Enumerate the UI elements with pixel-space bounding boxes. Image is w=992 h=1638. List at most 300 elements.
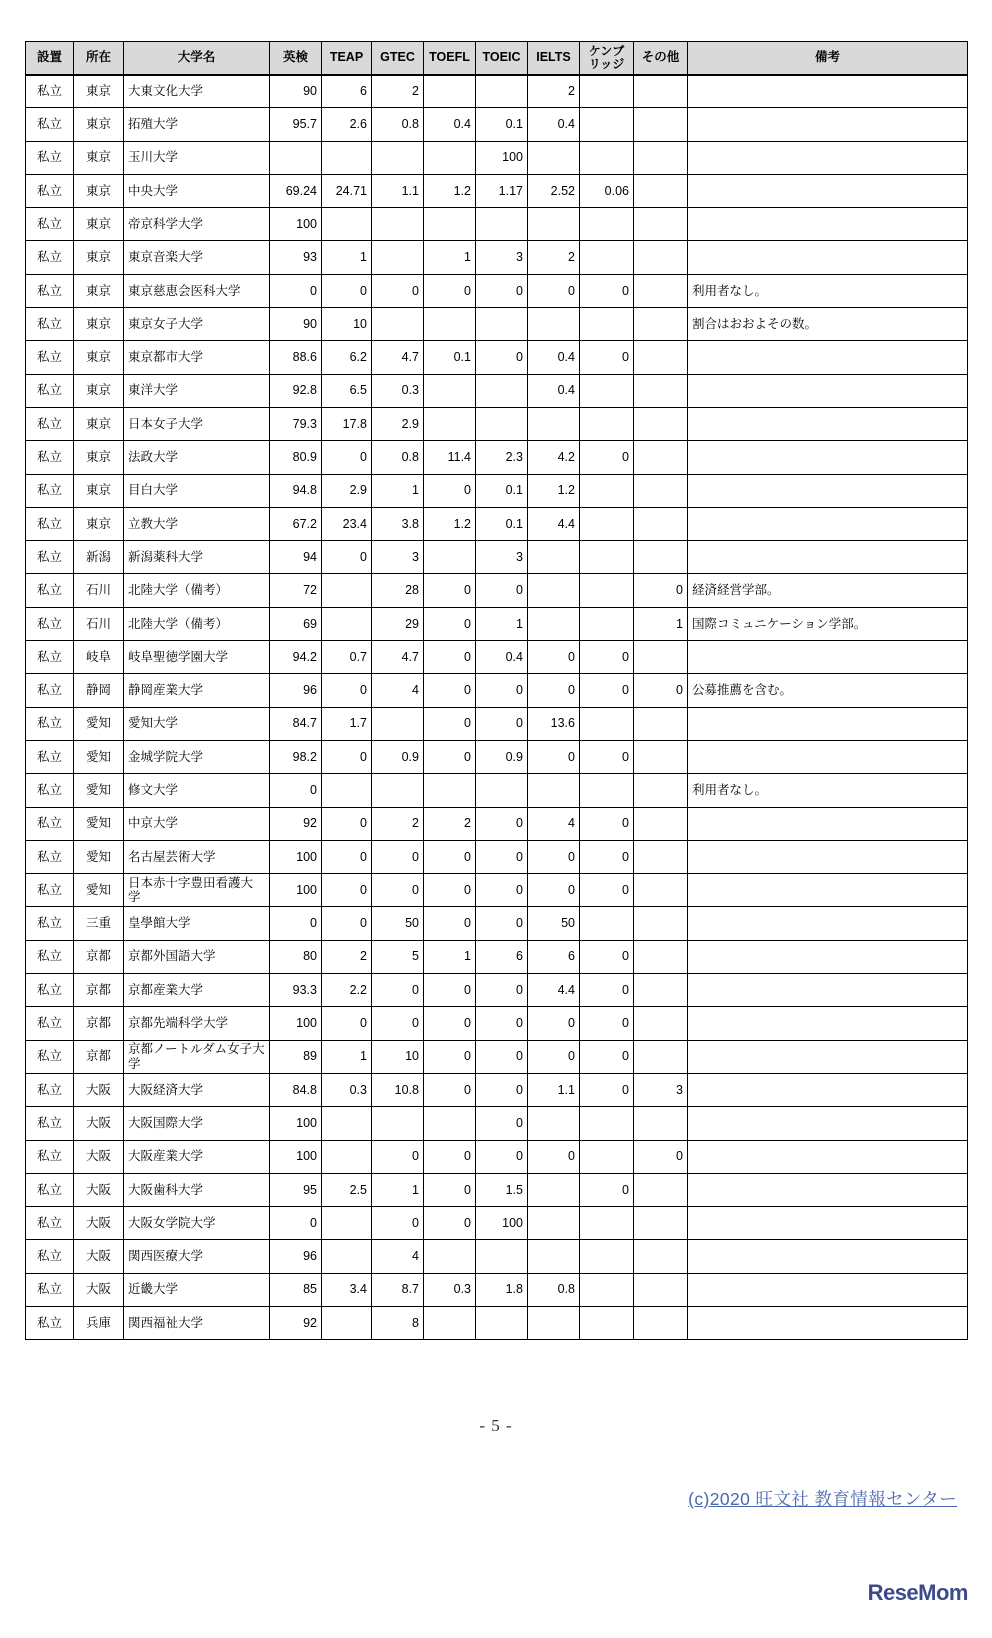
table-row <box>26 907 968 940</box>
cell-gtec: 0 <box>372 840 424 873</box>
table-row <box>26 174 968 207</box>
cell-toeic: 1.5 <box>476 1173 528 1206</box>
cell-prefecture: 東京 <box>74 274 124 307</box>
cell-gtec: 10 <box>372 1040 424 1073</box>
cell-prefecture: 東京 <box>74 75 124 108</box>
cell-teap: 3.4 <box>322 1273 372 1306</box>
cell-note <box>688 1173 968 1206</box>
column-header-teap: TEAP <box>322 42 372 75</box>
cell-ielts: 50 <box>528 907 580 940</box>
cell-university: 関西医療大学 <box>124 1240 270 1273</box>
cell-note <box>688 1207 968 1240</box>
brand-text: ReseMom <box>867 1580 968 1605</box>
cell-cambridge: 0 <box>580 674 634 707</box>
cell-prefecture: 石川 <box>74 607 124 640</box>
cell-cambridge <box>580 907 634 940</box>
cell-toeic: 0 <box>476 674 528 707</box>
cell-kind: 私立 <box>26 674 74 707</box>
cell-gtec: 4 <box>372 1240 424 1273</box>
cell-note <box>688 541 968 574</box>
cell-university: 金城学院大学 <box>124 740 270 773</box>
cell-kind: 私立 <box>26 641 74 674</box>
cell-university: 大阪国際大学 <box>124 1107 270 1140</box>
cell-kind: 私立 <box>26 75 74 108</box>
cell-cambridge: 0 <box>580 840 634 873</box>
cell-eiken: 93.3 <box>270 974 322 1007</box>
table-row <box>26 208 968 241</box>
cell-kind: 私立 <box>26 1273 74 1306</box>
cell-ielts: 2 <box>528 75 580 108</box>
cambridge-line1: ケンブ <box>588 43 625 58</box>
cell-eiken: 85 <box>270 1273 322 1306</box>
cell-cambridge <box>580 541 634 574</box>
cell-toefl <box>424 75 476 108</box>
cell-kind: 私立 <box>26 1007 74 1040</box>
cell-gtec <box>372 707 424 740</box>
cell-ielts <box>528 774 580 807</box>
cell-ielts: 0 <box>528 274 580 307</box>
cell-teap: 0.7 <box>322 641 372 674</box>
cell-toefl: 0 <box>424 607 476 640</box>
cell-toeic: 3 <box>476 541 528 574</box>
column-header-gtec: GTEC <box>372 42 424 75</box>
cell-gtec: 0 <box>372 1140 424 1173</box>
cell-teap <box>322 607 372 640</box>
cell-kind: 私立 <box>26 208 74 241</box>
cell-toeic: 0 <box>476 974 528 1007</box>
table-row <box>26 1007 968 1040</box>
column-header-prefecture: 所在 <box>74 42 124 75</box>
cell-kind: 私立 <box>26 341 74 374</box>
cell-gtec: 10.8 <box>372 1073 424 1106</box>
cell-university: 京都外国語大学 <box>124 940 270 973</box>
cell-prefecture: 愛知 <box>74 707 124 740</box>
cell-toefl: 0.3 <box>424 1273 476 1306</box>
cell-other <box>634 1173 688 1206</box>
table-row <box>26 75 968 108</box>
cell-other <box>634 441 688 474</box>
cell-toeic: 0 <box>476 907 528 940</box>
cell-kind: 私立 <box>26 807 74 840</box>
cell-cambridge: 0 <box>580 641 634 674</box>
cell-eiken: 0 <box>270 1207 322 1240</box>
cell-other: 0 <box>634 574 688 607</box>
cell-prefecture: 大阪 <box>74 1207 124 1240</box>
cell-note <box>688 241 968 274</box>
cell-cambridge <box>580 208 634 241</box>
cell-gtec: 28 <box>372 574 424 607</box>
cell-eiken: 94.8 <box>270 474 322 507</box>
cell-other <box>634 174 688 207</box>
cell-toeic <box>476 1306 528 1339</box>
table-row <box>26 341 968 374</box>
cell-teap: 2.5 <box>322 1173 372 1206</box>
cell-gtec: 4 <box>372 674 424 707</box>
cell-kind: 私立 <box>26 241 74 274</box>
cell-note <box>688 474 968 507</box>
cell-other <box>634 108 688 141</box>
cell-toefl: 0 <box>424 574 476 607</box>
cell-teap <box>322 1107 372 1140</box>
page-number: - 5 - <box>479 1416 513 1435</box>
table-row <box>26 108 968 141</box>
cell-kind: 私立 <box>26 1207 74 1240</box>
cell-teap: 0 <box>322 807 372 840</box>
cell-other <box>634 740 688 773</box>
cell-gtec: 1 <box>372 1173 424 1206</box>
cell-toeic: 0 <box>476 707 528 740</box>
table-row <box>26 507 968 540</box>
cell-kind: 私立 <box>26 274 74 307</box>
cell-toefl: 0 <box>424 907 476 940</box>
cell-cambridge <box>580 774 634 807</box>
cell-kind: 私立 <box>26 108 74 141</box>
cell-teap <box>322 1207 372 1240</box>
cell-toefl <box>424 1306 476 1339</box>
table-row <box>26 274 968 307</box>
cell-note <box>688 1273 968 1306</box>
cell-ielts: 4 <box>528 807 580 840</box>
cell-toefl: 0 <box>424 1073 476 1106</box>
cell-cambridge: 0 <box>580 974 634 1007</box>
cell-toeic: 0 <box>476 1107 528 1140</box>
cell-note <box>688 1007 968 1040</box>
cell-gtec: 2 <box>372 807 424 840</box>
cell-prefecture: 東京 <box>74 407 124 440</box>
cell-toefl <box>424 308 476 341</box>
cell-other <box>634 274 688 307</box>
table-row <box>26 874 968 907</box>
cell-eiken: 92.8 <box>270 374 322 407</box>
cell-gtec: 0 <box>372 274 424 307</box>
cell-prefecture: 大阪 <box>74 1173 124 1206</box>
cell-university: 東京女子大学 <box>124 308 270 341</box>
table-row <box>26 674 968 707</box>
cell-other <box>634 840 688 873</box>
cell-ielts <box>528 208 580 241</box>
cell-prefecture: 京都 <box>74 974 124 1007</box>
cell-cambridge <box>580 1107 634 1140</box>
cell-note <box>688 407 968 440</box>
cell-eiken: 69 <box>270 607 322 640</box>
cell-kind: 私立 <box>26 907 74 940</box>
cell-note: 国際コミュニケーション学部。 <box>688 607 968 640</box>
cell-note <box>688 1073 968 1106</box>
cell-kind: 私立 <box>26 974 74 1007</box>
cell-note: 利用者なし。 <box>688 274 968 307</box>
table-row <box>26 1140 968 1173</box>
cell-gtec: 2 <box>372 75 424 108</box>
cell-eiken: 0 <box>270 774 322 807</box>
cell-other <box>634 907 688 940</box>
cell-teap: 2.9 <box>322 474 372 507</box>
table-row <box>26 641 968 674</box>
cell-eiken: 94 <box>270 541 322 574</box>
cell-ielts: 0 <box>528 1140 580 1173</box>
cell-university: 東京音楽大学 <box>124 241 270 274</box>
cell-eiken: 100 <box>270 840 322 873</box>
cell-other <box>634 507 688 540</box>
cell-eiken: 92 <box>270 807 322 840</box>
cell-toefl: 0 <box>424 840 476 873</box>
cell-gtec: 4.7 <box>372 641 424 674</box>
cell-gtec <box>372 308 424 341</box>
cell-kind: 私立 <box>26 574 74 607</box>
cell-university: 北陸大学（備考） <box>124 607 270 640</box>
cell-ielts: 13.6 <box>528 707 580 740</box>
table-row <box>26 1240 968 1273</box>
table-row <box>26 241 968 274</box>
cell-teap <box>322 1240 372 1273</box>
cell-toeic: 0 <box>476 807 528 840</box>
cell-cambridge: 0 <box>580 940 634 973</box>
cell-kind: 私立 <box>26 407 74 440</box>
cell-toefl: 1.2 <box>424 174 476 207</box>
cell-teap: 0 <box>322 1007 372 1040</box>
table-row <box>26 374 968 407</box>
cell-gtec: 3.8 <box>372 507 424 540</box>
cell-ielts <box>528 1207 580 1240</box>
cell-cambridge <box>580 1273 634 1306</box>
cell-toeic <box>476 75 528 108</box>
cell-cambridge <box>580 141 634 174</box>
cell-note <box>688 1140 968 1173</box>
cell-university: 大阪歯科大学 <box>124 1173 270 1206</box>
cell-toeic <box>476 1240 528 1273</box>
cell-teap: 6.2 <box>322 341 372 374</box>
cell-toeic <box>476 407 528 440</box>
cell-ielts <box>528 1173 580 1206</box>
copyright-notice: (c)2020 旺文社 教育情報センター <box>688 1489 957 1509</box>
cell-gtec <box>372 241 424 274</box>
table-row <box>26 1173 968 1206</box>
cell-teap: 0.3 <box>322 1073 372 1106</box>
cell-toefl: 1 <box>424 940 476 973</box>
cell-note <box>688 1240 968 1273</box>
cell-ielts: 0 <box>528 840 580 873</box>
cell-toefl: 0 <box>424 1173 476 1206</box>
cell-gtec: 50 <box>372 907 424 940</box>
cell-gtec: 0.8 <box>372 441 424 474</box>
cell-cambridge <box>580 1306 634 1339</box>
cell-eiken: 88.6 <box>270 341 322 374</box>
cell-note <box>688 641 968 674</box>
cell-prefecture: 三重 <box>74 907 124 940</box>
cell-university: 京都ノートルダム女子大学 <box>124 1040 270 1073</box>
cell-teap: 0 <box>322 274 372 307</box>
column-header-ielts: IELTS <box>528 42 580 75</box>
cell-gtec: 29 <box>372 607 424 640</box>
cell-kind: 私立 <box>26 940 74 973</box>
cell-university: 大阪経済大学 <box>124 1073 270 1106</box>
cell-university: 名古屋芸術大学 <box>124 840 270 873</box>
cell-eiken: 95.7 <box>270 108 322 141</box>
cell-other <box>634 1040 688 1073</box>
cell-toeic: 0.9 <box>476 740 528 773</box>
cell-other <box>634 807 688 840</box>
cell-cambridge: 0 <box>580 874 634 907</box>
cell-cambridge: 0 <box>580 341 634 374</box>
cell-university: 中央大学 <box>124 174 270 207</box>
cell-toefl: 1.2 <box>424 507 476 540</box>
table-row <box>26 707 968 740</box>
cell-eiken: 89 <box>270 1040 322 1073</box>
table-body <box>26 75 968 1340</box>
cell-prefecture: 大阪 <box>74 1273 124 1306</box>
cell-kind: 私立 <box>26 1140 74 1173</box>
column-header-kind: 設置 <box>26 42 74 75</box>
cell-university: 静岡産業大学 <box>124 674 270 707</box>
cell-note <box>688 208 968 241</box>
cell-kind: 私立 <box>26 774 74 807</box>
cell-toeic: 0.1 <box>476 474 528 507</box>
cell-toefl: 0 <box>424 641 476 674</box>
cell-ielts: 0 <box>528 874 580 907</box>
cell-prefecture: 石川 <box>74 574 124 607</box>
cell-toefl <box>424 407 476 440</box>
cell-gtec <box>372 1107 424 1140</box>
cell-eiken: 72 <box>270 574 322 607</box>
table-row <box>26 1306 968 1339</box>
cell-other <box>634 1007 688 1040</box>
cell-note <box>688 940 968 973</box>
cell-teap <box>322 208 372 241</box>
cell-ielts <box>528 1240 580 1273</box>
cell-note: 割合はおおよその数。 <box>688 308 968 341</box>
cell-prefecture: 東京 <box>74 241 124 274</box>
cell-university: 拓殖大学 <box>124 108 270 141</box>
cell-prefecture: 東京 <box>74 474 124 507</box>
cell-eiken: 93 <box>270 241 322 274</box>
cell-ielts: 4.4 <box>528 974 580 1007</box>
cell-toefl: 0 <box>424 1040 476 1073</box>
cell-university: 東洋大学 <box>124 374 270 407</box>
cell-other <box>634 874 688 907</box>
cell-cambridge <box>580 241 634 274</box>
cell-cambridge <box>580 1207 634 1240</box>
cell-ielts: 1.1 <box>528 1073 580 1106</box>
cell-other <box>634 1207 688 1240</box>
cell-note <box>688 974 968 1007</box>
cell-teap: 10 <box>322 308 372 341</box>
cell-kind: 私立 <box>26 1073 74 1106</box>
cell-note: 利用者なし。 <box>688 774 968 807</box>
cell-toeic <box>476 208 528 241</box>
cell-prefecture: 大阪 <box>74 1140 124 1173</box>
column-header-eiken: 英検 <box>270 42 322 75</box>
cell-university: 東京慈恵会医科大学 <box>124 274 270 307</box>
cell-toefl: 0.1 <box>424 341 476 374</box>
cell-toeic: 1 <box>476 607 528 640</box>
cell-eiken: 84.7 <box>270 707 322 740</box>
cambridge-line2: リッジ <box>588 56 625 71</box>
cell-prefecture: 東京 <box>74 141 124 174</box>
cell-prefecture: 東京 <box>74 208 124 241</box>
cell-toefl: 0 <box>424 674 476 707</box>
cell-toefl <box>424 141 476 174</box>
cell-gtec: 0 <box>372 974 424 1007</box>
cell-eiken <box>270 141 322 174</box>
cell-eiken: 0 <box>270 274 322 307</box>
cell-other <box>634 774 688 807</box>
cell-teap: 0 <box>322 441 372 474</box>
cell-university: 大阪産業大学 <box>124 1140 270 1173</box>
cell-prefecture: 京都 <box>74 940 124 973</box>
cell-university: 中京大学 <box>124 807 270 840</box>
cell-university: 法政大学 <box>124 441 270 474</box>
cell-eiken: 96 <box>270 1240 322 1273</box>
cell-prefecture: 大阪 <box>74 1073 124 1106</box>
cell-ielts: 0 <box>528 1007 580 1040</box>
cell-eiken: 84.8 <box>270 1073 322 1106</box>
cell-cambridge: 0 <box>580 807 634 840</box>
cell-eiken: 90 <box>270 75 322 108</box>
cell-kind: 私立 <box>26 507 74 540</box>
cell-university: 愛知大学 <box>124 707 270 740</box>
cell-gtec: 8 <box>372 1306 424 1339</box>
table-row <box>26 974 968 1007</box>
cell-note <box>688 740 968 773</box>
cell-kind: 私立 <box>26 1306 74 1339</box>
table-row <box>26 141 968 174</box>
university-english-test-table <box>25 41 968 1340</box>
cell-prefecture: 愛知 <box>74 807 124 840</box>
cell-note: 公募推薦を含む。 <box>688 674 968 707</box>
cell-teap: 1.7 <box>322 707 372 740</box>
cell-toefl: 0 <box>424 1007 476 1040</box>
cell-other <box>634 1240 688 1273</box>
cell-cambridge <box>580 308 634 341</box>
cell-gtec: 0 <box>372 1207 424 1240</box>
cell-cambridge: 0 <box>580 1040 634 1073</box>
cell-toefl <box>424 374 476 407</box>
cell-toeic <box>476 774 528 807</box>
cell-prefecture: 愛知 <box>74 774 124 807</box>
cell-toefl: 0 <box>424 274 476 307</box>
cell-ielts: 6 <box>528 940 580 973</box>
table-row <box>26 940 968 973</box>
cell-cambridge <box>580 607 634 640</box>
cell-teap: 0 <box>322 740 372 773</box>
cell-other <box>634 75 688 108</box>
cell-toeic: 6 <box>476 940 528 973</box>
cell-toeic: 0 <box>476 840 528 873</box>
cell-teap <box>322 1140 372 1173</box>
table-row <box>26 541 968 574</box>
table-row <box>26 740 968 773</box>
cell-kind: 私立 <box>26 1240 74 1273</box>
cell-teap: 0 <box>322 674 372 707</box>
cell-toefl <box>424 1240 476 1273</box>
cell-eiken: 100 <box>270 1140 322 1173</box>
cell-prefecture: 愛知 <box>74 840 124 873</box>
cell-eiken: 80 <box>270 940 322 973</box>
cell-kind: 私立 <box>26 374 74 407</box>
cell-ielts: 4.2 <box>528 441 580 474</box>
cell-prefecture: 静岡 <box>74 674 124 707</box>
table-row <box>26 1107 968 1140</box>
cell-note <box>688 341 968 374</box>
cell-other <box>634 141 688 174</box>
cell-prefecture: 大阪 <box>74 1107 124 1140</box>
cell-cambridge: 0 <box>580 1073 634 1106</box>
cell-gtec: 8.7 <box>372 1273 424 1306</box>
cell-eiken: 96 <box>270 674 322 707</box>
cell-cambridge <box>580 1240 634 1273</box>
cell-ielts <box>528 607 580 640</box>
cell-note <box>688 507 968 540</box>
cell-eiken: 90 <box>270 308 322 341</box>
